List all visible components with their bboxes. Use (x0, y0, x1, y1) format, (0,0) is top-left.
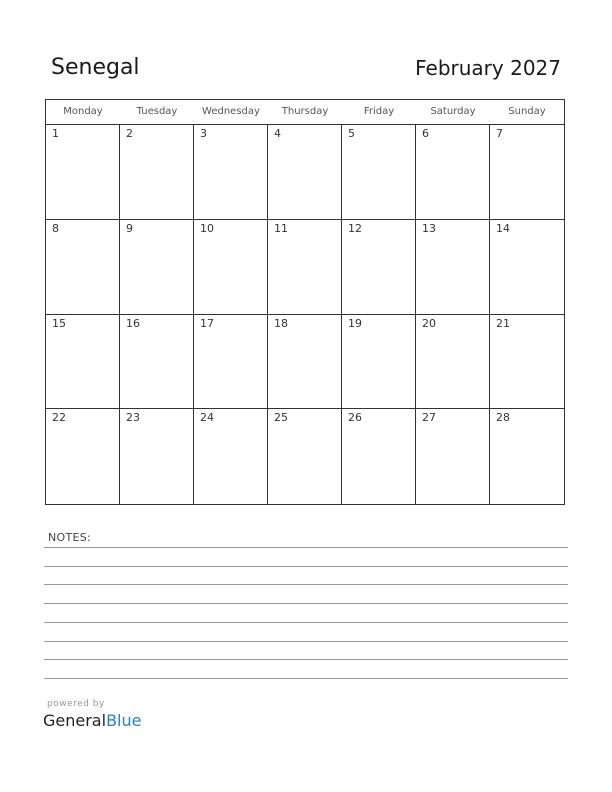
day-cell[interactable] (490, 409, 564, 504)
notes-line[interactable] (44, 659, 568, 660)
day-number: 24 (200, 411, 214, 425)
day-cell[interactable] (120, 315, 194, 410)
weekday-header (46, 100, 564, 125)
notes-line[interactable] (44, 622, 568, 623)
day-cell[interactable] (120, 220, 194, 315)
notes-label: NOTES: (48, 531, 92, 544)
day-cell[interactable] (46, 125, 120, 220)
day-number: 7 (496, 127, 503, 140)
day-number: 18 (274, 316, 288, 330)
day-cell[interactable] (416, 220, 490, 315)
day-cell[interactable] (120, 409, 194, 504)
weekday-wednesday: Wednesday (202, 106, 260, 117)
day-number: 23 (126, 411, 140, 425)
day-number: 28 (496, 411, 510, 425)
day-cell[interactable] (46, 315, 120, 410)
weekday-thursday: Thursday (281, 106, 329, 117)
notes-line[interactable] (44, 566, 568, 567)
day-number: 20 (422, 316, 436, 330)
notes-line[interactable] (44, 678, 568, 679)
day-number: 11 (274, 221, 288, 235)
day-number: 17 (200, 316, 214, 330)
weekday-saturday: Saturday (430, 106, 476, 117)
day-cell[interactable] (194, 315, 268, 410)
day-number: 5 (348, 127, 355, 140)
day-cell[interactable] (416, 125, 490, 220)
day-number: 19 (348, 316, 362, 330)
day-number: 22 (52, 411, 66, 425)
day-number: 2 (126, 127, 133, 140)
day-number: 8 (52, 221, 59, 235)
day-cell[interactable] (46, 409, 120, 504)
weekday-friday: Friday (363, 106, 395, 117)
day-number: 16 (126, 316, 140, 330)
day-cell[interactable] (268, 125, 342, 220)
day-cell[interactable] (342, 220, 416, 315)
day-number: 12 (348, 221, 362, 235)
day-number: 26 (348, 411, 362, 425)
powered-by-text: powered by (47, 699, 105, 709)
generalblue-logo[interactable] (43, 711, 141, 730)
day-number: 6 (422, 127, 429, 140)
day-number: 1 (52, 127, 59, 140)
day-cell[interactable] (268, 315, 342, 410)
day-number: 3 (200, 127, 207, 140)
day-number: 27 (422, 411, 436, 425)
weekday-monday: Monday (63, 106, 103, 117)
day-cell[interactable] (490, 125, 564, 220)
weekday-sunday: Sunday (508, 106, 546, 117)
day-cell[interactable] (342, 315, 416, 410)
day-number: 9 (126, 221, 133, 235)
notes-line[interactable] (44, 641, 568, 642)
day-number: 4 (274, 127, 281, 140)
day-number: 10 (200, 221, 214, 235)
notes-line[interactable] (44, 584, 568, 585)
day-number: 14 (496, 221, 510, 235)
day-cell[interactable] (490, 315, 564, 410)
notes-line[interactable] (44, 547, 568, 548)
day-cell[interactable] (342, 125, 416, 220)
notes-line[interactable] (44, 603, 568, 604)
day-number: 13 (422, 221, 436, 235)
brand-general-text: General (43, 711, 107, 730)
day-cell[interactable] (194, 125, 268, 220)
day-cell[interactable] (268, 220, 342, 315)
country-title: Senegal (51, 55, 140, 80)
calendar-grid (45, 99, 565, 505)
day-number: 21 (496, 316, 510, 330)
day-cell[interactable] (194, 220, 268, 315)
day-cell[interactable] (194, 409, 268, 504)
day-cell[interactable] (46, 220, 120, 315)
month-year-title: February 2027 (415, 56, 561, 80)
brand-blue-text: Blue (106, 711, 142, 730)
day-number: 25 (274, 411, 288, 425)
day-cell[interactable] (268, 409, 342, 504)
day-cell[interactable] (120, 125, 194, 220)
day-cell[interactable] (416, 315, 490, 410)
day-cell[interactable] (342, 409, 416, 504)
day-cell[interactable] (416, 409, 490, 504)
day-number: 15 (52, 316, 66, 330)
weeks-grid (46, 125, 564, 504)
weekday-tuesday: Tuesday (136, 106, 178, 117)
day-cell[interactable] (490, 220, 564, 315)
